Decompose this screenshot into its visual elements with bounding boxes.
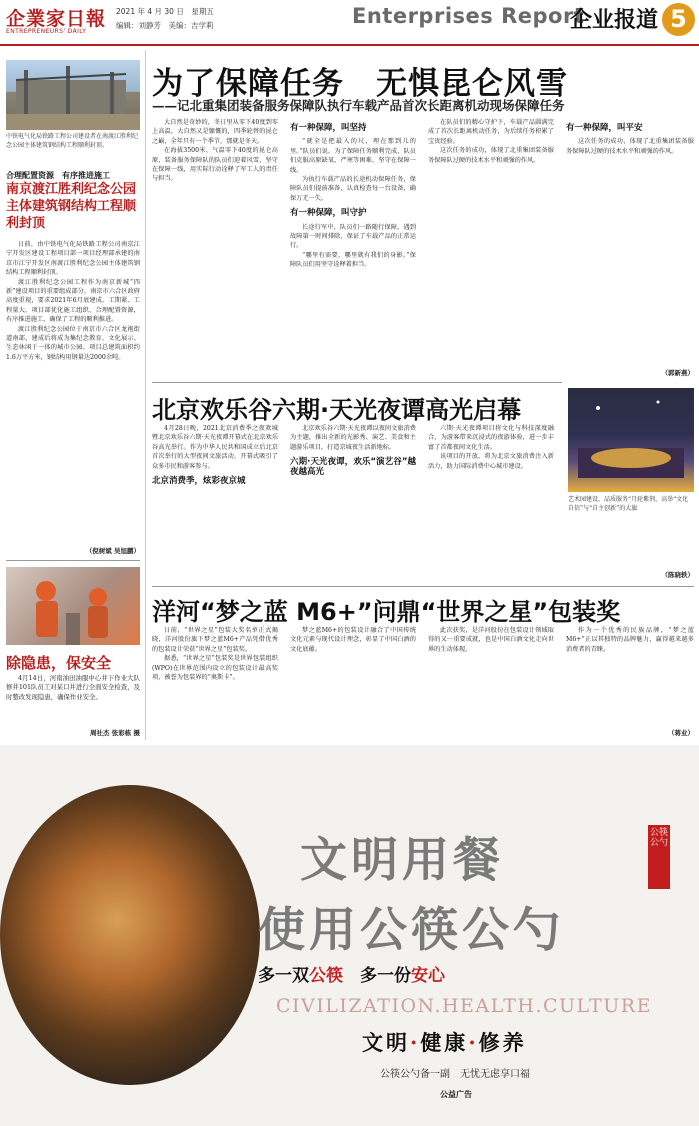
article2-column-2 [290,424,416,584]
masthead [0,0,699,46]
ad-slogan-part: 多一份 [343,966,411,986]
article1-paragraph: 为执行车载产品的长途机动保障任务，保障队员们提前准备，认真检查每一台设备，确保万无一失。 [290,176,416,202]
issue-date: 2021 年 4 月 30 日 星期五 [116,7,214,16]
article2-paragraph: 北京欢乐谷六期·天光夜谭以夜间文旅消费为主题，推出全新的光影秀、演艺、美食和主题游乐项目，打造京城夜生活新地标。 [290,425,416,451]
article3-column-1 [152,626,278,736]
article2-credit: （陈晓轶） [661,571,694,579]
ad-slogan-highlight: 公筷 [309,966,343,986]
editor-credits: 编辑：刘静芳 美编：吉学莉 [116,21,214,30]
article1-paragraph: “哪里有需要，哪里就有我们的身影。”保障队员们用坚守诠释着担当。 [290,251,416,269]
night-show-illustration [568,388,694,492]
article1-column-3 [428,118,554,380]
safety-body [6,674,140,728]
article3-paragraph: 梦之蓝M6+的包装设计融合了中国传统文化元素与现代设计理念，彰显了中国白酒的文化底蕴。 [290,627,416,653]
article1-paragraph: 这次任务的成功，体现了北重集团装备服务保障队过硬的技术水平和顽强的作风。 [566,138,694,155]
article2-column-1 [152,424,278,584]
article3-paragraph: 日前，“世界之星”包装大奖名单正式揭晓，洋河股份旗下梦之蓝M6+产品凭借优秀的包装设计荣获“世界之星”包装奖。 [152,627,278,653]
article1-subtitle: ——记北重集团装备服务保障队执行车载产品首次长距离机动现场保障任务 [152,98,565,113]
steel-structure-illustration [6,60,140,130]
ad-motto: 公筷公勺备一副 无忧无虑享口福 [380,1069,530,1080]
safety-paragraph: 4月14日，河南油田油服中心井下作业大队修井101队员工对某口井进行全面安全检查，及时整改发现隐患，确保作业安全。 [6,674,140,701]
night-park-caption: 艺术园建设，品质服务“月轮紫荆，高举“文化自信”与“自主创新”的大旗 [568,496,689,512]
left-article-kicker: 合理配置资源 有序推进施工 [6,171,110,180]
left-article-paragraph: 日前，由中铁电气化局铁路工程公司南京江宁开发区建设工程项目部一项目经理部承建的南京市江宁开发区南渡江胜利纪念公园主体建筑钢结构工程顺利封顶。 [6,241,140,277]
ad-dot: · [468,1030,479,1055]
left-article-headline: 南京渡江胜利纪念公园主体建筑钢结构工程顺利封顶 [6,182,137,231]
ad-slogan-part: 多一双 [258,966,309,986]
ad-label: 公益广告 [440,1090,472,1099]
article1-subhead-1: 有一种保障，叫坚持 [290,123,367,133]
article1-title: 为了保障任务 无惧昆仑风雪 [152,66,568,102]
ad-slogan-highlight: 安心 [411,966,445,986]
article1-paragraph: 大自然是奇妙的，冬日里从零下40度到零上高温，大自然又是慷慨的，四季轮替的昆仑之巅，全年只有一个季节，那就是冬天。 [152,119,278,145]
ad-value: 修养 [478,1030,527,1055]
safety-headline: 除隐患，保安全 [6,654,112,672]
article3-paragraph: 作为一个优秀的民族品牌，“梦之蓝M6+”正以其独特的品牌魅力，赢得越来越多消费者的青睐。 [566,627,694,653]
article1-credit: （郭新燕） [661,369,694,377]
article3-credit: （蒋业） [668,729,694,737]
night-park-photo [568,388,694,492]
ad-title-line-1: 文明用餐 [300,833,504,888]
ad-title-line-2: 使用公筷公勺 [258,903,564,958]
article1-paragraph: 长途行军中，队员们一路随行保障，遇到故障第一时间排除，保证了车载产品的正常运行。 [290,223,416,250]
newspaper-logo-en: ENTREPRENEURS' DAILY [6,28,87,35]
left-article-credit: （倪树斌 吴旭鹏） [85,547,140,555]
article2-paragraph: 该项目的开放，将为北京文旅消费注入新活力，助力国际消费中心城市建设。 [428,453,554,470]
left-article-paragraph: 渡江胜利纪念公园工程作为南京新城“四新”建设项目的重要组成部分，南京市六合区政府高度重视，要求2021年6月底建成。工期紧、工程量大。项目部优化施工组织，合理配置资源，有序推进施工，确保了工程的顺利推进。 [6,278,140,324]
article1-paragraph: “就全是把最入的尺，埋在那到儿的里。”队员们说。为了保障任务顺利完成，队员们克服高原缺氧、严寒等困难，坚守在保障一线。 [290,138,416,174]
construction-photo-caption: 中铁电气化局铁路工程公司建设者在南渡江胜利纪念公园主体建筑钢结构工程顺利封顶。 [6,133,139,149]
article2-subhead-1: 北京消费季，炫彩夜京城 [152,476,246,487]
section-title: 企业报道 [570,8,659,33]
food-bowl-image [0,785,260,1085]
safety-credit: 周社杰 张彩栋 摄 [89,729,140,737]
article1-paragraph: 在海拔3500米、气温零下40度的昆仑高原，装备服务保障队的队员们迎着风雪，坚守在保障一线，用实际行动诠释了军工人的责任与担当。 [152,147,278,183]
article3-paragraph: 据悉，“世界之星”包装奖是世界包装组织(WPO)在世界范围内设立的包装设计最高奖项，被誉为包装界的“奥斯卡”。 [152,655,278,682]
section-title-en: Enterprises Report [352,4,585,28]
article1-column-4 [566,118,694,364]
article3-title: 洋河“梦之蓝 M6+”问鼎“世界之星”包装奖 [152,598,621,626]
ad-value: 健康 [420,1030,469,1055]
article1-column-1 [152,118,278,380]
page-number-badge: 5 [662,3,695,36]
workers-illustration [6,567,140,645]
article1-paragraph: 这次任务的成功，体现了北重集团装备服务保障队过硬的技术水平和顽强的作风。 [428,147,554,164]
article1-column-2 [290,118,416,380]
article2-column-3 [428,424,554,584]
ad-values [362,1027,527,1057]
left-article-paragraph: 渡江胜利纪念公园位于南京市六合区龙袍街道南部，建成后将成为集纪念教育、文化展示、生态休闲于一体的城市公园。项目总建筑面积约1.6万平方米，钢结构用钢量达2000余吨。 [6,325,140,361]
article2-subhead-2: 六期·天光夜谭，欢乐“演艺谷”越夜越高光 [290,457,416,477]
article1-subhead-2: 有一种保障，叫守护 [290,208,367,219]
article3-column-2 [290,626,416,736]
article2-paragraph: 4月28日晚，2021北京消费季之夜欢城暨北京欢乐谷六期·天光夜谭开幕式在北京欢乐谷高光举行。作为中华人民共和国成立后北京首次举行的大型夜间文旅活动，开幕式吸引了众多市民和游客参与。 [152,425,278,470]
article1-subhead-3: 有一种保障，叫平安 [566,123,643,133]
ad-dot: · [410,1030,421,1055]
left-article-body [6,240,140,544]
article2-title: 北京欢乐谷六期·天光夜谭高光启幕 [152,396,522,424]
ad-value: 文明 [362,1030,410,1055]
ad-slogan [258,961,445,986]
article3-column-3 [428,626,554,736]
red-seal: 公筷公勺 [648,825,670,889]
article2-paragraph: 六期·天光夜谭项目将文化与科技深度融合，为游客带来沉浸式的夜游体验，进一步丰富了首都夜间文化生活。 [428,425,554,451]
ad-english-text: CIVILIZATION.HEALTH.CULTURE [276,995,652,1017]
newspaper-logo: 企業家日報 [6,8,107,30]
public-service-ad [0,745,699,1126]
article1-paragraph: 在队员们的精心守护下，车载产品圆满完成了首次长距离机动任务，为后续任务积累了宝贵经验。 [428,119,554,145]
construction-photo [6,60,140,130]
safety-inspection-photo [6,567,140,645]
article3-column-4 [566,626,694,722]
article3-paragraph: 此次获奖，是洋河股份在包装设计领域取得的又一重要成就，也是中国白酒文化走向世界的生动体现。 [428,627,554,653]
